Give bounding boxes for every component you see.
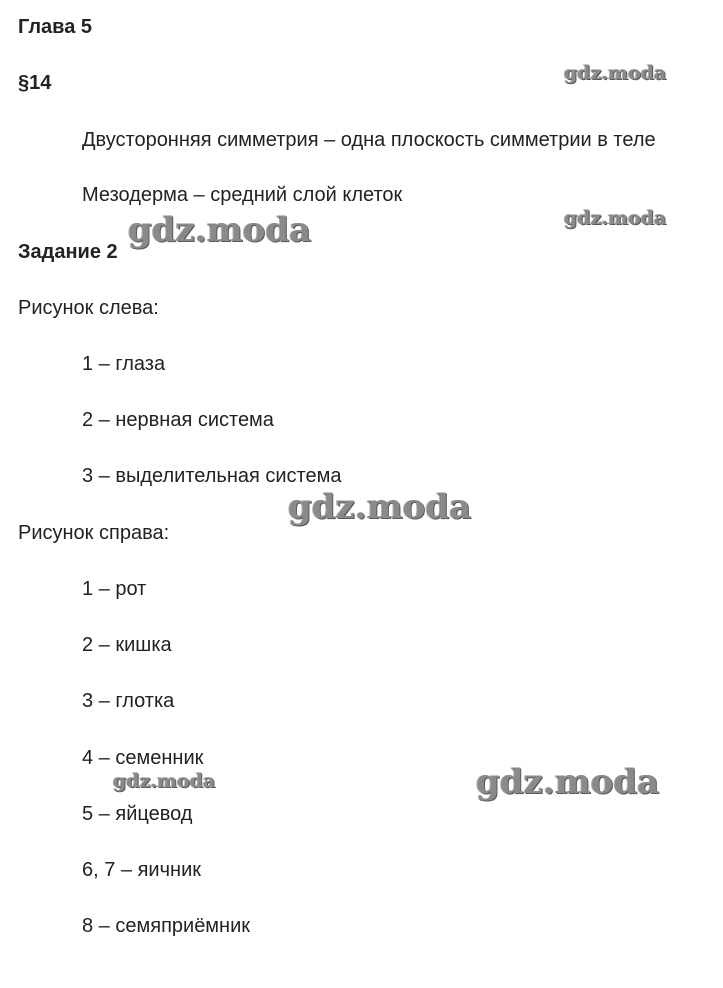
- list-item: 6, 7 – яичник: [82, 859, 201, 881]
- list-item: 3 – выделительная система: [82, 465, 342, 487]
- list-item: 8 – семяприёмник: [82, 915, 251, 937]
- list-item: 2 – кишка: [82, 634, 172, 656]
- watermark-logo: gdz.moda: [564, 62, 667, 84]
- watermark-logo: gdz.moda: [564, 207, 667, 229]
- watermark-logo: gdz.moda: [288, 487, 472, 527]
- left-figure-heading: Рисунок слева:: [18, 297, 159, 319]
- right-figure-heading: Рисунок справа:: [18, 522, 170, 544]
- list-item: 5 – яйцевод: [82, 803, 193, 825]
- list-item: 1 – глаза: [82, 353, 166, 375]
- watermark-logo: gdz.moda: [476, 762, 660, 802]
- watermark-logo: gdz.moda: [113, 770, 216, 792]
- definition-item: Двусторонняя симметрия – одна плоскость симметрии в теле: [82, 129, 656, 151]
- chapter-title: Глава 5: [18, 16, 93, 38]
- definition-item: Мезодерма – средний слой клеток: [82, 184, 403, 206]
- task-title: Задание 2: [18, 241, 118, 263]
- list-item: 4 – семенник: [82, 747, 204, 769]
- section-title: §14: [18, 72, 52, 94]
- list-item: 1 – рот: [82, 578, 147, 600]
- list-item: 2 – нервная система: [82, 409, 274, 431]
- watermark-logo: gdz.moda: [128, 210, 312, 250]
- list-item: 3 – глотка: [82, 690, 175, 712]
